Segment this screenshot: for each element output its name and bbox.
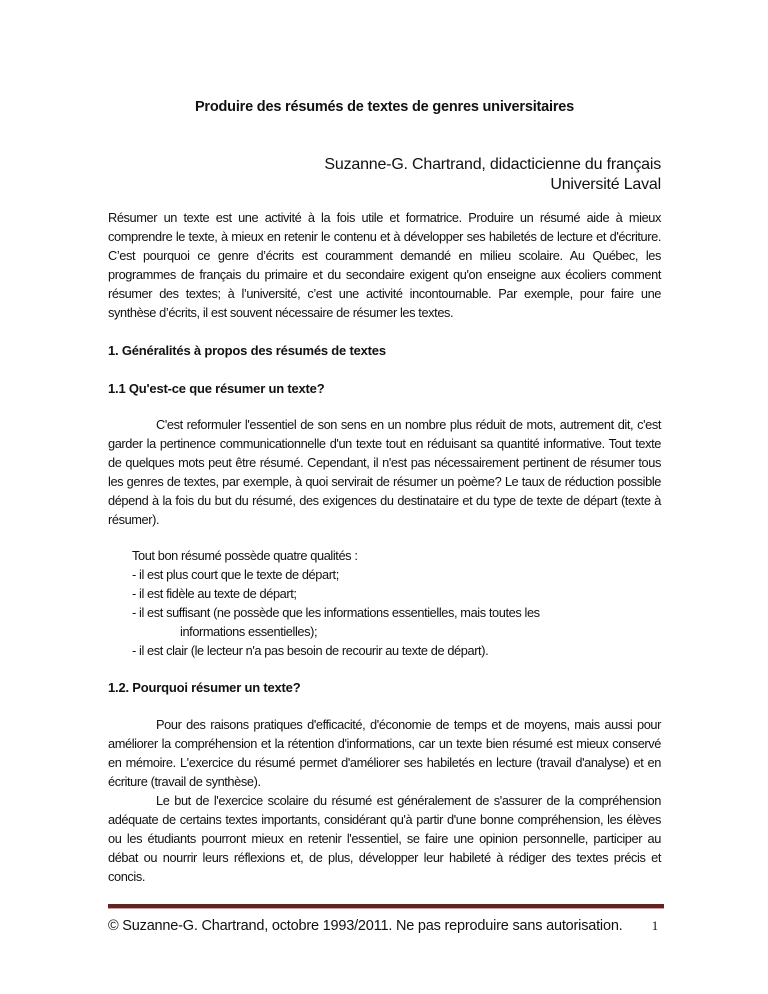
footer-rule	[108, 904, 664, 909]
section-1-1-paragraph: C'est reformuler l'essentiel de son sens en un nombre plus réduit de mots, autrement dit, c'est garder la pertinence communicationnelle d'un texte tout en réduisant sa quantité informative. Tout texte de quelques mots peut être résumé. Cependant, il n'est pas nécessairement pertinent de résumer tous les genres de textes, par exemple, à quoi servirait de résumer un poème? Le taux de réduction possible dépend à la fois du but du résumé, des exigences du destinataire et du type de texte de départ (texte à résumer).	[108, 417, 661, 527]
list-item: - il est clair (le lecteur n'a pas besoin de recourir au texte de départ).	[132, 643, 489, 658]
list-item: - il est suffisant (ne possède que les informations essentielles, mais toutes les	[132, 605, 540, 620]
qualities-list	[132, 546, 661, 660]
list-item-continuation: informations essentielles);	[180, 624, 318, 639]
list-item: - il est fidèle au texte de départ;	[132, 586, 297, 601]
section-1-2-paragraph-2: Le but de l'exercice scolaire du résumé est généralement de s'assurer de la compréhension adéquate de certains textes importants, considérant qu'à partir d'une bonne compréhension, les élèves ou les étudiants pourront mieux en retenir l'essentiel, se faire une opinion personnelle, participer au débat ou nourrir leurs réflexions et, de plus, développer leur habileté à rédiger des textes précis et concis.	[108, 793, 661, 884]
section-1-2-heading: 1.2. Pourquoi résumer un texte?	[108, 680, 301, 695]
section-1-1-heading: 1.1 Qu'est-ce que résumer un texte?	[108, 381, 325, 396]
author-name: Suzanne-G. Chartrand, didacticienne du français	[324, 156, 661, 173]
page-footer	[108, 918, 664, 934]
author-affiliation: Université Laval	[550, 176, 661, 193]
section-1-heading: 1. Généralités à propos des résumés de textes	[108, 343, 386, 358]
list-intro: Tout bon résumé possède quatre qualités :	[132, 548, 358, 563]
document-page	[108, 97, 661, 886]
page-number: 1	[651, 918, 658, 933]
footer-copyright: © Suzanne-G. Chartrand, octobre 1993/2011. Ne pas reproduire sans autorisation.	[108, 918, 623, 934]
intro-paragraph: Résumer un texte est une activité à la fois utile et formatrice. Produire un résumé aide à mieux comprendre le texte, à mieux en retenir le contenu et à développer ses habiletés de lecture et d'écriture. C’est pourquoi ce genre d’écrits est couramment demandé en milieu scolaire. Au Québec, les programmes de français du primaire et du secondaire exigent qu'on enseigne aux écoliers comment résumer des textes; à l’université, c’est une activité incontournable. Par exemple, pour faire une synthèse d’écrits, il est souvent nécessaire de résumer les textes.	[108, 210, 661, 320]
section-1-2-paragraph-1: Pour des raisons pratiques d'efficacité, d'économie de temps et de moyens, mais aussi pour améliorer la compréhension et la rétention d'informations, car un texte bien résumé est mieux conservé en mémoire. L'exercice du résumé permet d'améliorer ses habiletés en lecture (travail d'analyse) et en écriture (travail de synthèse).	[108, 717, 661, 789]
list-item: - il est plus court que le texte de départ;	[132, 567, 339, 582]
author-block	[108, 155, 661, 195]
page-footer-area	[108, 894, 664, 934]
document-title: Produire des résumés de textes de genres universitaires	[194, 99, 575, 115]
